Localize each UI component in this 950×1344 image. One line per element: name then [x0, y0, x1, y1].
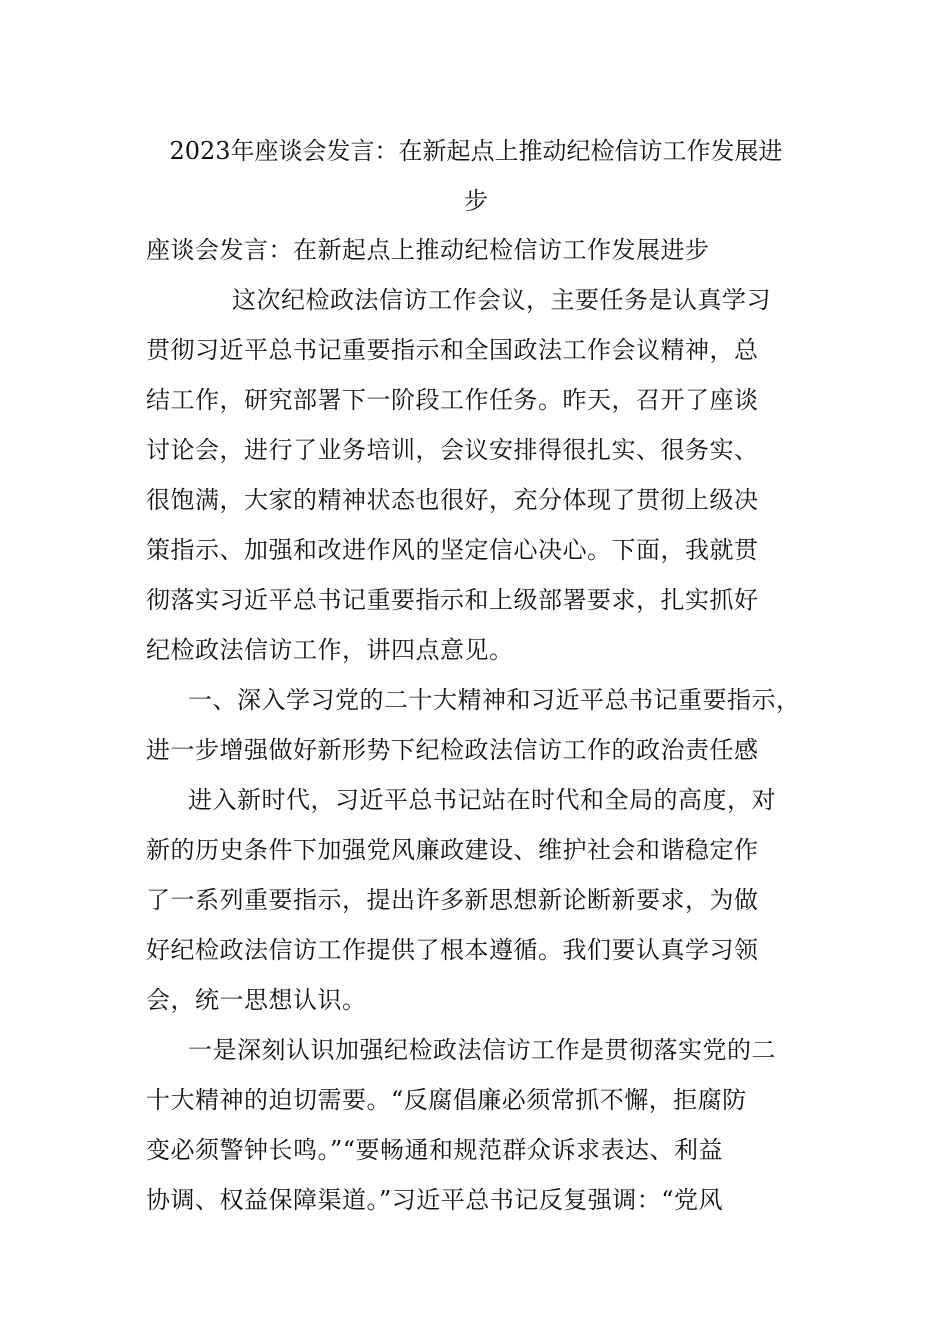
paragraph-line: 这次纪检政法信访工作会议，主要任务是认真学习	[232, 286, 771, 314]
paragraph-line: 策指示、加强和改进作风的坚定信心决心。下面，我就贯	[146, 536, 759, 564]
paragraph-line: 会，统一思想认识。	[146, 986, 367, 1014]
document-title-line-2: 步	[464, 187, 488, 215]
paragraph-line: 讨论会，进行了业务培训，会议安排得很扎实、很务实、	[146, 436, 759, 464]
paragraph-line: 很饱满，大家的精神状态也很好，充分体现了贯彻上级决	[146, 486, 759, 514]
section-heading-line: 进一步增强做好新形势下纪检政法信访工作的政治责任感	[146, 736, 759, 764]
paragraph-line: 协调、权益保障渠道。”习近平总书记反复强调：“党风	[146, 1186, 724, 1214]
paragraph-line: 彻落实习近平总书记重要指示和上级部署要求，扎实抓好	[146, 586, 759, 614]
document-subtitle: 座谈会发言：在新起点上推动纪检信访工作发展进步	[146, 236, 710, 264]
section-heading-line: 一、深入学习党的二十大精神和习近平总书记重要指示，	[188, 686, 801, 714]
paragraph-line: 进入新时代，习近平总书记站在时代和全局的高度，对	[188, 786, 776, 814]
paragraph-line: 一是深刻认识加强纪检政法信访工作是贯彻落实党的二	[188, 1036, 776, 1064]
paragraph-line: 变必须警钟长鸣。”“要畅通和规范群众诉求表达、利益	[146, 1136, 724, 1164]
document-title-line-1: 2023年座谈会发言：在新起点上推动纪检信访工作发展进	[169, 137, 783, 165]
paragraph-line: 贯彻习近平总书记重要指示和全国政法工作会议精神，总	[146, 336, 759, 364]
paragraph-line: 好纪检政法信访工作提供了根本遵循。我们要认真学习领	[146, 936, 759, 964]
paragraph-line: 新的历史条件下加强党风廉政建设、维护社会和谐稳定作	[146, 836, 759, 864]
paragraph-line: 纪检政法信访工作，讲四点意见。	[146, 636, 514, 664]
paragraph-line: 结工作，研究部署下一阶段工作任务。昨天，召开了座谈	[146, 386, 759, 414]
paragraph-line: 十大精神的迫切需要。“反腐倡廉必须常抓不懈，拒腐防	[146, 1086, 747, 1114]
paragraph-line: 了一系列重要指示，提出许多新思想新论断新要求，为做	[146, 886, 759, 914]
